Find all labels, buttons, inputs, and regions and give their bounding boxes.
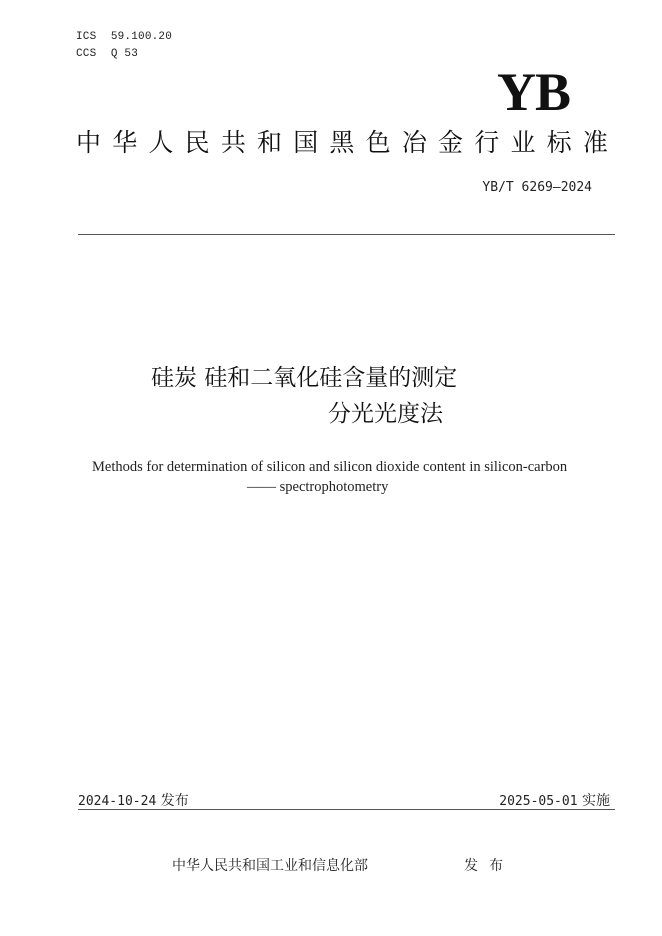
ics-label: ICS [76,31,97,43]
top-divider [78,234,615,235]
industry-standard-char: 共 [220,128,246,157]
industry-standard-char: 和 [257,128,283,157]
english-title-line-2: —— spectrophotometry [247,479,389,495]
industry-standard-char: 准 [582,128,608,157]
industry-standard-char: 冶 [401,128,427,157]
ccs-classification [76,48,138,60]
english-title-line-1: Methods for determination of silicon and silicon dioxide content in silicon-carbon [92,459,568,475]
industry-standard-char: 金 [438,128,464,157]
ics-classification [76,31,172,43]
industry-standard-char: 华 [112,128,138,157]
ccs-code: Q 53 [110,48,139,60]
effective-date-line [499,790,610,810]
standard-number: YB/T 6269—2024 [482,180,592,195]
industry-standard-char: 国 [293,128,319,157]
industry-standard-char: 中 [76,128,102,157]
industry-standard-char: 人 [148,128,174,157]
issue-label: 发布 [160,793,189,809]
industry-standard-char: 业 [510,128,536,157]
publisher-name: 中华人民共和国工业和信息化部 [172,858,368,874]
industry-standard-title [76,126,608,160]
issue-date: 2024-10-24 [78,794,157,809]
ics-code: 59.100.20 [110,31,173,43]
industry-standard-char: 民 [184,128,210,157]
industry-standard-char: 色 [365,128,391,157]
industry-standard-char: 黑 [329,128,355,157]
ccs-label: CCS [76,48,97,60]
industry-standard-char: 标 [546,128,572,157]
chinese-title-line-2: 分光光度法 [328,401,443,427]
yb-logo: YB [496,62,570,122]
issue-date-line [78,790,189,810]
effective-label: 实施 [582,793,610,809]
bottom-divider [78,809,615,810]
chinese-title-line-1: 硅炭 硅和二氧化硅含量的测定 [151,365,458,391]
industry-standard-char: 行 [474,128,500,157]
effective-date: 2025-05-01 [499,794,578,809]
publish-label: 发布 [464,858,514,874]
